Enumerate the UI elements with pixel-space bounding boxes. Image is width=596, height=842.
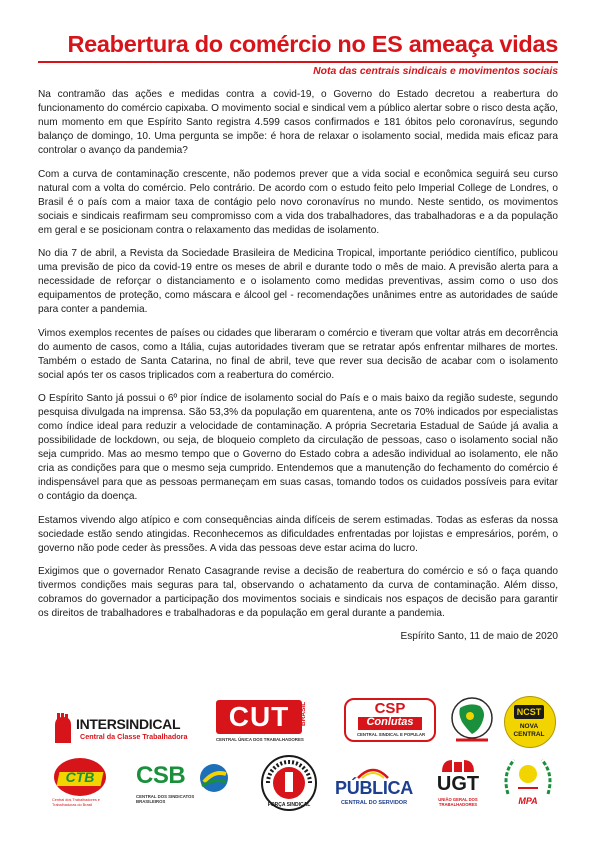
paragraph: O Espírito Santo já possui o 6º pior índice de isolamento social do País e o mais baixo da região sudeste, segundo pesquisa divulgada na imprensa. São 53,3% da população em quarentena, ante os 70% indicados por especialistas como índice ideal para reduzir a velocidade de contaminação. A própria Secretaria Estadual de Saúde já avalia a possibilidade de lockdown, ou seja, de bloqueio completo da circulação de pessoas, caso o isolamento social não seja cumprido. Mas ao mesmo tempo que o Governo do Estado cobra a adesão individual ao isolamento, ele não cria as condições para que o mesmo seja cumprido. Entendemos que a manutenção do fechamento do comércio é indispensável para que as pessoas permaneçam em suas casas, tomando todos os cuidados possíveis para evitar o contágio da doença. <box>38 393 558 503</box>
ugt-tagline: UNIÃO GERAL DOS TRABALHADORES <box>438 797 478 807</box>
ctb-tagline: Central dos Trabalhadores e Trabalhadoras do Brasil <box>52 798 100 807</box>
cut-logo <box>216 700 320 746</box>
forca-sindical-name: FORÇA SINDICAL <box>267 802 311 808</box>
ncst-name: NCST <box>516 707 542 717</box>
brazil-map-icon <box>450 696 494 746</box>
csp-name: CSP <box>374 700 406 717</box>
document-body <box>38 88 558 642</box>
intersindical-logo <box>52 710 200 746</box>
cut-side-label: BRASIL <box>300 701 307 726</box>
csb-logo <box>136 758 232 812</box>
publica-tagline: CENTRAL DO SERVIDOR <box>340 800 408 806</box>
title-divider <box>38 61 558 63</box>
signoff-date: Espírito Santo, 11 de maio de 2020 <box>400 630 558 642</box>
fist-icon <box>52 713 74 743</box>
paragraph: Estamos vivendo algo atípico e com consequências ainda difíceis de serem estimadas. Todas as esferas da nossa sociedade estão sendo atingidas. Reconhecemos as dificuldades enfrentadas por lojistas e empresários, porém, o governo não pode ceder às pressões. A vida das pessoas deve estar acima do lucro. <box>38 514 558 554</box>
csb-name: CSB <box>136 762 186 789</box>
signatory-logos <box>38 692 558 822</box>
csb-globe-icon <box>198 762 230 794</box>
document <box>38 30 558 642</box>
cut-name: CUT <box>228 701 290 732</box>
publica-name: PÚBLICA <box>335 778 413 798</box>
paragraph: Exigimos que o governador Renato Casagrande revise a decisão de reabertura do comércio e só o faça quando tivermos condições mais seguras para tal, observando o achatamento da curva de contaminação. Além disso, cobramos do governador a participação dos movimentos sociais e sindicais nos espaços de decisão para garantir os direitos de trabalhadores e trabalhadoras e da população em geral durante a pandemia. <box>38 566 558 620</box>
paragraph: No dia 7 de abril, a Revista da Sociedade Brasileira de Medicina Tropical, importante periódico científico, publicou uma previsão de pico da covid-19 entre os meses de abril e durante todo o mês de maio. A previsão alerta para a necessidade de reforçar o distanciamento e o isolamento como medidas preventivas, assim como o uso dos equipamentos de proteção, como máscara e álcool gel - recomendações unânimes entre as autoridades de saúde para conter a pandemia. <box>38 248 558 316</box>
page-subtitle: Nota das centrais sindicais e movimentos sociais <box>313 66 558 77</box>
intersindical-tagline: Central da Classe Trabalhadora <box>80 732 188 741</box>
ncst-tagline: NOVA CENTRAL <box>513 723 545 738</box>
ctb-logo <box>52 758 112 812</box>
paragraph: Com a curva de contaminação crescente, não podemos prever que a vida social e econômica seguirá seu curso natural com a volta do comércio. Pelo contrário. De acordo com o estudo feito pelo Imperial College de Londres, o Brasil é o país com a maior taxa de contágio pelo novo coronavírus no mundo. Neste sentido, os movimentos sociais e sindicais reafirmam seu compromisso com a vida dos trabalhadores, das trabalhadoras e a da população em geral e se posicionam contra o relaxamento das medidas de isolamento. <box>38 168 558 236</box>
ncst-logo <box>504 696 556 748</box>
csp-conlutas-logo <box>344 698 436 746</box>
paragraph: Na contramão das ações e medidas contra a covid-19, o Governo do Estado decretou a reabertura do funcionamento do comércio capixaba. O movimento social e sindical vem a público alertar sobre o risco desta ação, num momento em que Espírito Santo registra 4.599 casos confirmados e 181 óbitos pelo coronavírus, segundo balanço de domingo, 10. Uma pergunta se impõe: é hora de relaxar o isolamento social, medida mais eficaz para controlar o avanço da pandemia? <box>38 89 558 157</box>
intersindical-name: INTERSINDICAL <box>76 716 181 732</box>
csp-tagline: CENTRAL SINDICAL E POPULAR <box>356 732 426 737</box>
page-title: Reabertura do comércio no ES ameaça vidas <box>67 31 558 57</box>
ugt-logo <box>430 756 486 812</box>
csb-tagline: CENTRAL DOS SINDICATOS BRASILEIROS <box>136 794 195 804</box>
cut-tagline: CENTRAL ÚNICA DOS TRABALHADORES <box>216 737 304 742</box>
ugt-name: UGT <box>436 773 480 795</box>
paragraph: Vimos exemplos recentes de países ou cidades que liberaram o comércio e tiveram que voltar atrás em decorrência do aumento de casos, como a Itália, cujas autoridades tiveram que se retratar após enfrentar milhares de mortes. Também o estado de Santa Catarina, no final de abril, teve que rever sua decisão de acabar com o isolamento social após ter os casos triplicados com a reabertura do comércio. <box>38 327 558 381</box>
ctb-name: CTB <box>65 769 95 785</box>
mpa-wreath-icon <box>500 754 556 800</box>
publica-logo <box>330 766 418 810</box>
ugt-hands-icon <box>438 756 478 774</box>
mpa-name: MPA <box>518 796 538 806</box>
mpa-logo <box>500 754 556 812</box>
csp-script-name: Conlutas <box>366 716 414 728</box>
forca-sindical-logo <box>260 754 318 812</box>
brazil-map-emblem <box>450 696 494 746</box>
